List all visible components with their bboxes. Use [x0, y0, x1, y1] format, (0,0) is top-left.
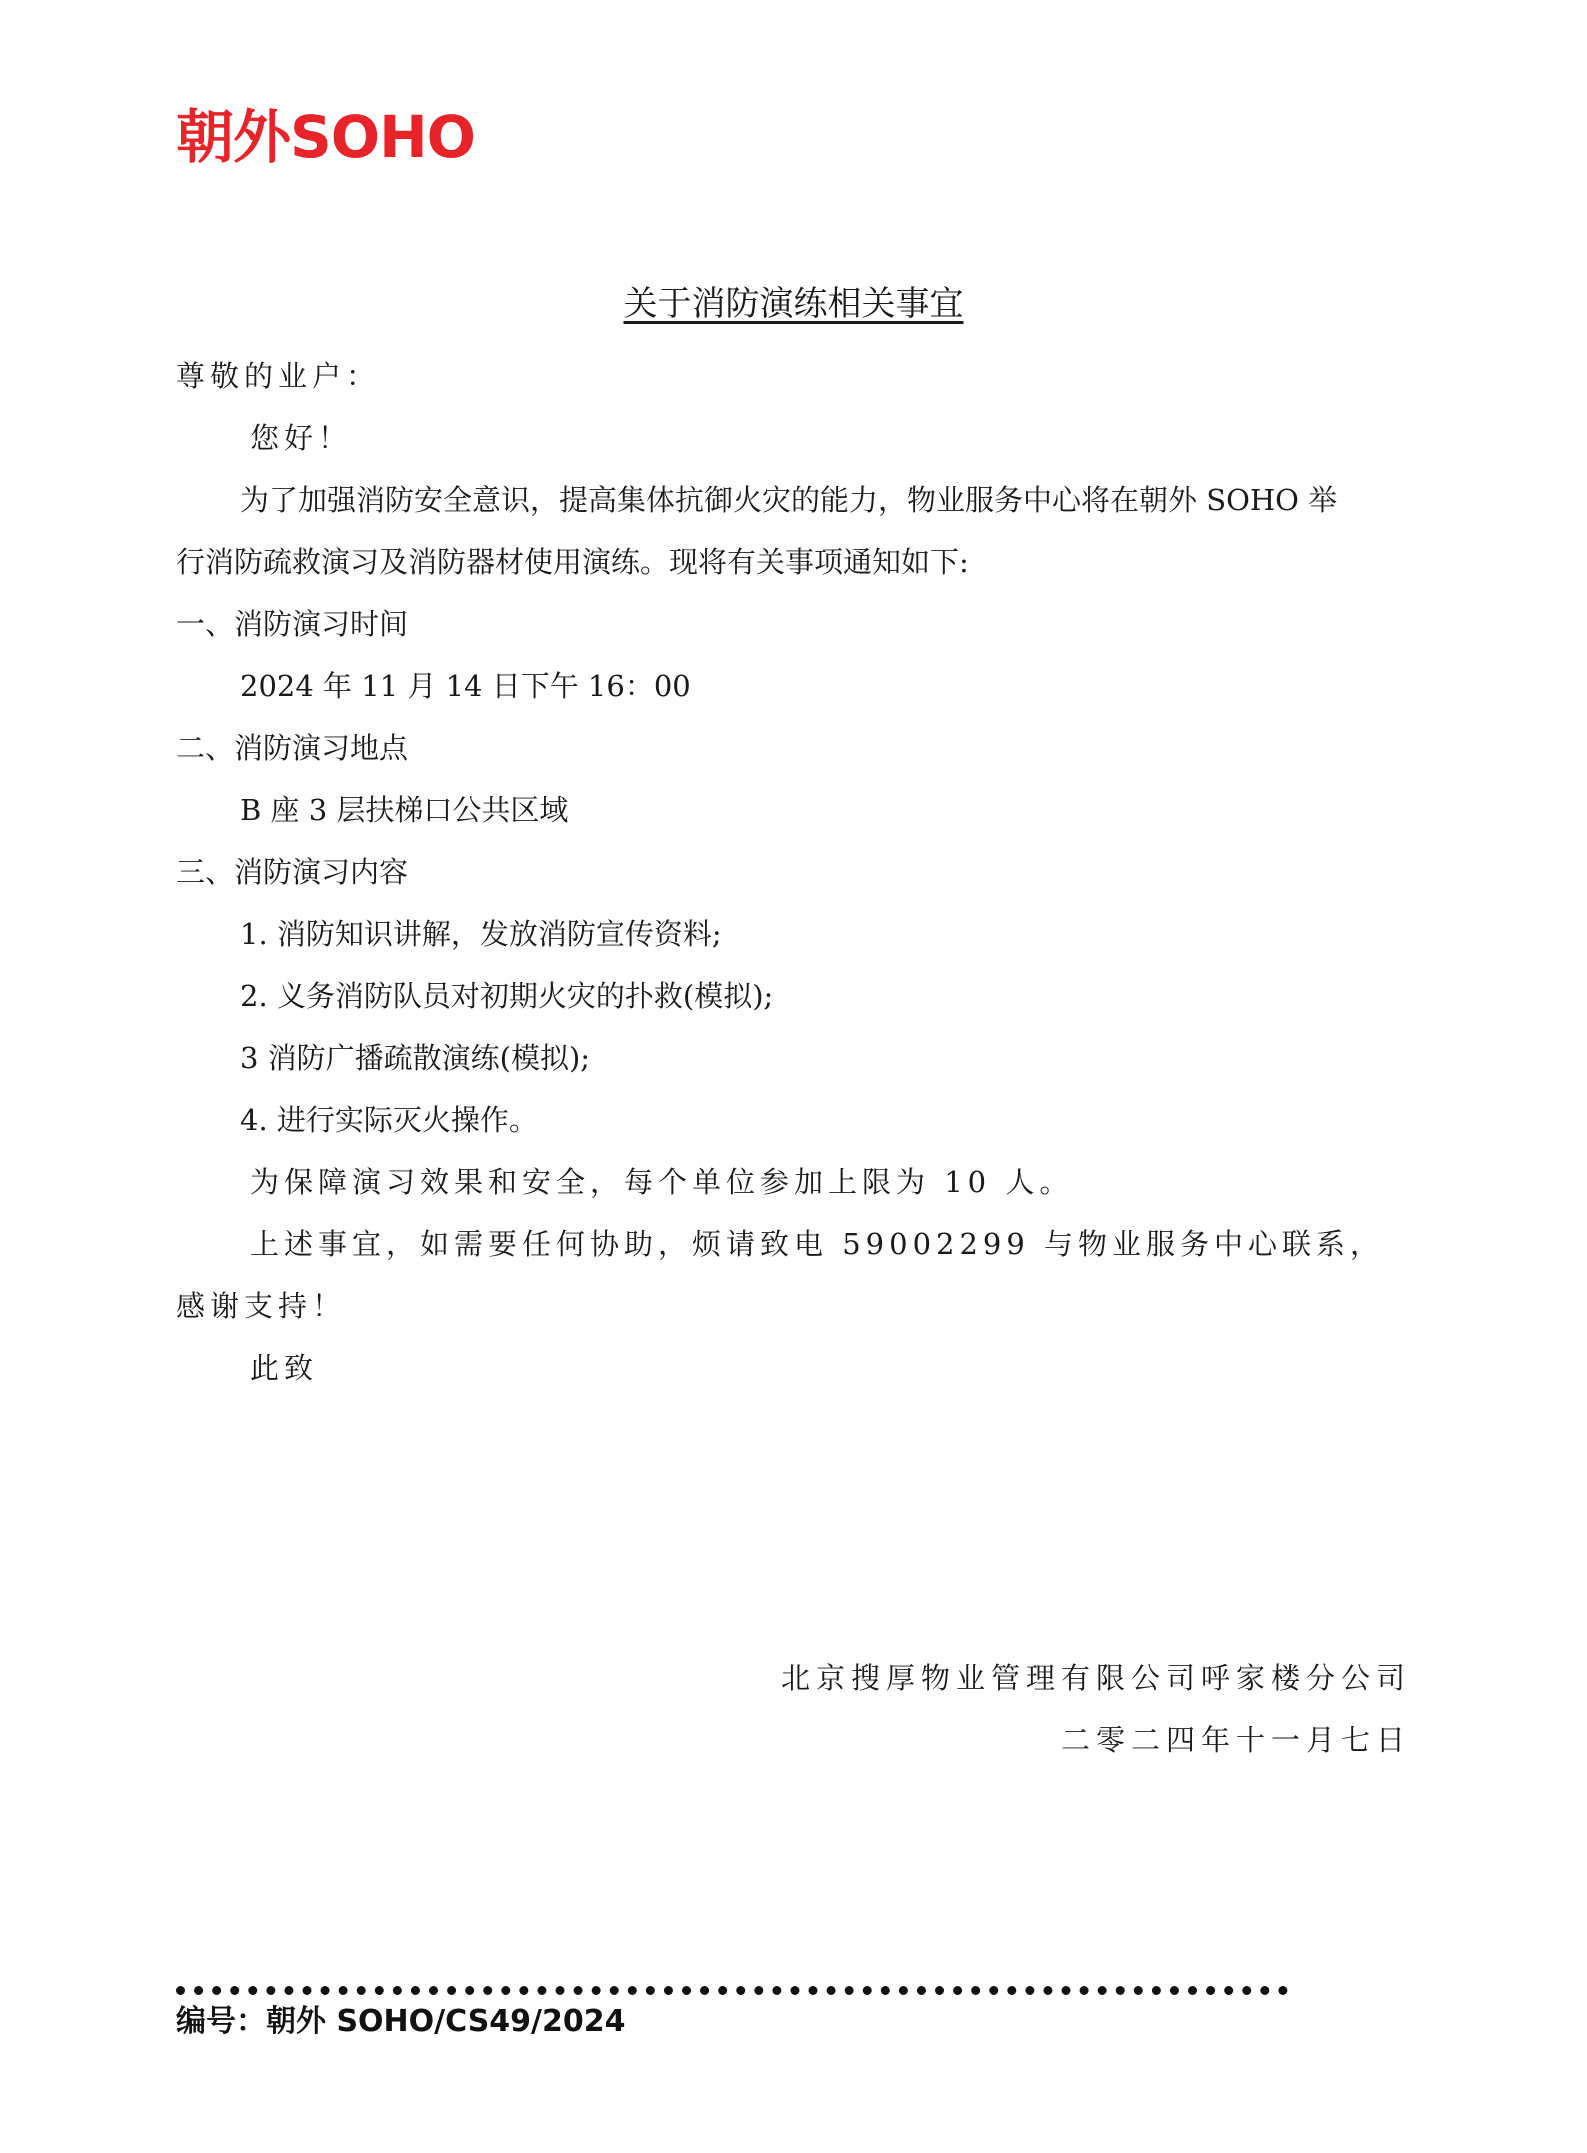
participant-limit-note: 为保障演习效果和安全，每个单位参加上限为 10 人。 — [250, 1165, 1074, 1199]
contact-line-1: 上述事宜，如需要任何协助，烦请致电 59002299 与物业服务中心联系， — [250, 1227, 1385, 1261]
list-item: 2. 义务消防队员对初期火灾的扑救(模拟); — [240, 979, 774, 1013]
company-logo: 朝外SOHO — [176, 103, 475, 171]
notice-title: 关于消防演练相关事宜 — [623, 284, 964, 324]
section-heading-content: 三、消防演习内容 — [176, 855, 409, 889]
document-number: 编号：朝外 SOHO/CS49/2024 — [176, 2004, 626, 2039]
section-heading-location: 二、消防演习地点 — [176, 731, 409, 765]
list-item: 1. 消防知识讲解，发放消防宣传资料; — [240, 917, 722, 951]
section-heading-time: 一、消防演习时间 — [176, 607, 409, 641]
list-item: 3 消防广播疏散演练(模拟); — [240, 1041, 591, 1075]
intro-line-1: 为了加强消防安全意识，提高集体抗御火灾的能力，物业服务中心将在朝外 SOHO 举 — [240, 483, 1338, 517]
greeting: 您好！ — [250, 421, 353, 455]
footer-divider — [176, 1986, 1288, 1995]
drill-location: B 座 3 层扶梯口公共区域 — [240, 793, 569, 827]
intro-line-2: 行消防疏救演习及消防器材使用演练。现将有关事项通知如下: — [176, 545, 969, 579]
signature-company: 北京搜厚物业管理有限公司呼家楼分公司 — [780, 1661, 1411, 1695]
list-item: 4. 进行实际灭火操作。 — [240, 1103, 538, 1137]
signature-date: 二零二四年十一月七日 — [1060, 1723, 1411, 1757]
closing: 此致 — [250, 1351, 319, 1385]
salutation: 尊敬的业户： — [176, 359, 381, 393]
drill-time: 2024 年 11 月 14 日下午 16：00 — [240, 669, 691, 703]
contact-line-2: 感谢支持！ — [176, 1289, 347, 1323]
